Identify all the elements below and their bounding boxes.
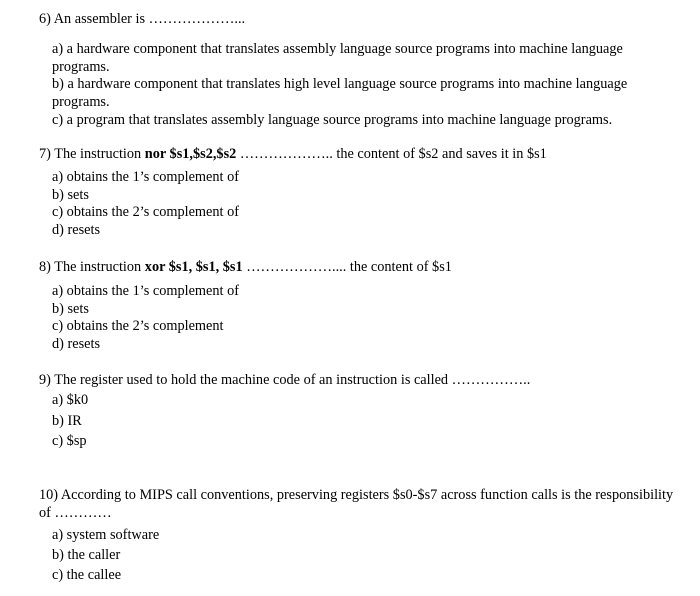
question-9-stem — [39, 371, 679, 389]
option-b: b) sets — [52, 186, 89, 203]
option-c: c) $sp — [52, 433, 87, 449]
option-b: b) sets — [52, 300, 89, 317]
question-number: 8) — [39, 259, 51, 275]
question-9-options — [52, 390, 679, 452]
question-text-post: ……………….... the content of $s1 — [246, 259, 452, 275]
option-d: d) resets — [52, 336, 101, 353]
question-10 — [39, 486, 679, 585]
question-number: 7) — [39, 146, 51, 162]
question-text-post: ……………….. the content of $s2 and saves it in $s1 — [239, 146, 547, 162]
question-7-options — [52, 169, 679, 240]
question-number: 6) — [39, 11, 51, 27]
question-6-stem — [39, 10, 679, 28]
option-b: b) IR — [52, 412, 82, 429]
question-8 — [39, 258, 679, 354]
question-number: 10) — [39, 487, 59, 503]
question-8-options — [52, 283, 679, 354]
option-a: a) $k0 — [52, 392, 89, 408]
option-c: c) a program that translates assembly language source programs into machine language programs. — [52, 111, 613, 128]
option-b: b) a hardware component that translates high level language source programs into machine language programs. — [52, 76, 628, 111]
question-10-options — [52, 525, 679, 585]
question-8-stem — [39, 258, 679, 276]
option-a: a) system software — [52, 527, 160, 543]
option-a: a) obtains the 1’s complement of — [52, 283, 240, 299]
question-text: An assembler is ………………... — [53, 11, 246, 27]
question-text: According to MIPS call conventions, preserving registers $s0-$s7 across function calls is the responsibility of ………… — [39, 487, 674, 521]
question-text: The register used to hold the machine code of an instruction is called …………….. — [54, 372, 531, 388]
question-7 — [39, 145, 679, 240]
option-c: c) the callee — [52, 567, 122, 583]
question-6-options — [52, 41, 679, 130]
option-d: d) resets — [52, 222, 101, 239]
question-6 — [39, 10, 679, 130]
question-text-pre: The instruction — [54, 259, 142, 275]
question-text-pre: The instruction — [54, 146, 142, 162]
question-9 — [39, 371, 679, 452]
option-a: a) obtains the 1’s complement of — [52, 169, 240, 185]
option-c: c) obtains the 2’s complement of — [52, 204, 240, 221]
instruction-code: xor $s1, $s1, $s1 — [144, 259, 243, 275]
option-b: b) the caller — [52, 547, 121, 563]
option-c: c) obtains the 2’s complement — [52, 318, 224, 335]
instruction-code: nor $s1,$s2,$s2 — [144, 146, 237, 162]
question-7-stem — [39, 145, 679, 163]
option-a: a) a hardware component that translates assembly language source programs into machine language programs. — [52, 41, 623, 75]
question-number: 9) — [39, 372, 51, 388]
question-10-stem — [39, 486, 679, 522]
